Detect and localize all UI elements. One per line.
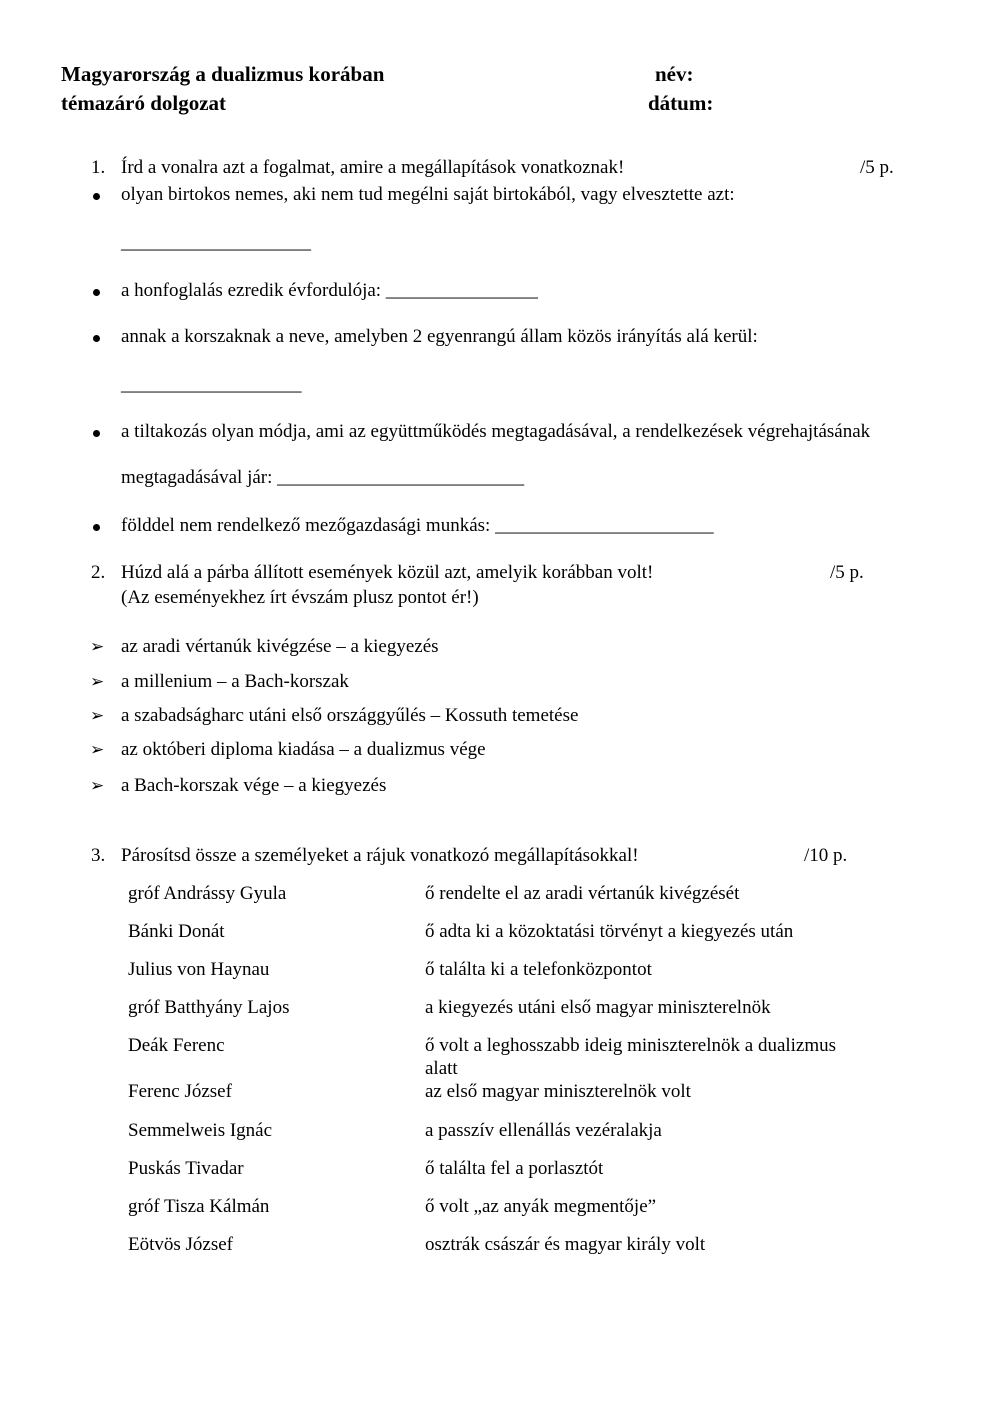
q2-prompt: Húzd alá a párba állított események közül azt, amelyik korábban volt! xyxy=(121,562,654,583)
person-item[interactable]: Julius von Haynau xyxy=(128,959,270,980)
q3-prompt: Párosítsd össze a személyeket a rájuk vonatkozó megállapításokkal! xyxy=(121,845,639,866)
q1-item-5-text: földdel nem rendelkező mezőgazdasági munkás: xyxy=(121,515,496,536)
statement-item[interactable]: ő rendelte el az aradi vértanúk kivégzését xyxy=(425,883,740,904)
q2-points: /5 p. xyxy=(830,562,864,583)
q1-answer-line-1[interactable]: ____________________ xyxy=(121,232,311,253)
page-title: Magyarország a dualizmus korában xyxy=(61,62,385,86)
q2-item-5[interactable]: a Bach-korszak vége – a kiegyezés xyxy=(121,775,387,796)
statement-item[interactable]: a kiegyezés utáni első magyar miniszterelnök xyxy=(425,997,771,1018)
name-label: név: xyxy=(655,62,694,86)
statement-item[interactable]: a passzív ellenállás vezéralakja xyxy=(425,1120,662,1141)
q1-item-4-text-cont: megtagadásával jár: xyxy=(121,467,278,488)
person-item[interactable]: Bánki Donát xyxy=(128,921,225,942)
person-item[interactable]: Deák Ferenc xyxy=(128,1035,225,1056)
q1-item-5 xyxy=(121,515,714,537)
arrow-bullet-icon: ➢ xyxy=(90,776,105,795)
statement-item[interactable]: ő volt „az anyák megmentője” xyxy=(425,1196,657,1217)
q1-points: /5 p. xyxy=(860,157,894,178)
arrow-bullet-icon: ➢ xyxy=(90,637,105,656)
q2-item-2[interactable]: a millenium – a Bach-korszak xyxy=(121,671,349,692)
person-item[interactable]: gróf Andrássy Gyula xyxy=(128,883,287,904)
q1-item-1: olyan birtokos nemes, aki nem tud megélni saját birtokából, vagy elvesztette azt: xyxy=(121,184,735,205)
q3-number: 3. xyxy=(91,845,106,866)
q1-item-2-text: a honfoglalás ezredik évfordulója: xyxy=(121,280,386,301)
q1-item-4: a tiltakozás olyan módja, ami az együttműködés megtagadásával, a rendelkezések végrehajtásának xyxy=(121,421,871,442)
arrow-bullet-icon: ➢ xyxy=(90,672,105,691)
date-label: dátum: xyxy=(648,91,714,115)
bullet-icon xyxy=(93,335,100,342)
page-subtitle: témazáró dolgozat xyxy=(61,91,227,115)
statement-item[interactable]: osztrák császár és magyar király volt xyxy=(425,1234,706,1255)
q1-number: 1. xyxy=(91,157,106,178)
q1-answer-line-5[interactable]: _______________________ xyxy=(495,515,714,536)
arrow-bullet-icon: ➢ xyxy=(90,740,105,759)
q1-answer-line-3[interactable]: ___________________ xyxy=(121,374,302,395)
q1-item-3: annak a korszaknak a neve, amelyben 2 egyenrangú állam közös irányítás alá kerül: xyxy=(121,326,758,347)
statement-item[interactable]: az első magyar miniszterelnök volt xyxy=(425,1081,691,1102)
q2-item-1[interactable]: az aradi vértanúk kivégzése – a kiegyezés xyxy=(121,636,439,657)
q1-item-4-cont xyxy=(121,467,524,489)
arrow-bullet-icon: ➢ xyxy=(90,706,105,725)
bullet-icon xyxy=(93,193,100,200)
bullet-icon xyxy=(93,289,100,296)
bullet-icon xyxy=(93,524,100,531)
person-item[interactable]: gróf Batthyány Lajos xyxy=(128,997,290,1018)
bullet-icon xyxy=(93,430,100,437)
statement-item[interactable]: ő találta fel a porlasztót xyxy=(425,1158,604,1179)
q1-answer-line-4[interactable]: __________________________ xyxy=(277,467,525,488)
q1-item-2 xyxy=(121,280,538,302)
statement-item[interactable]: ő találta ki a telefonközpontot xyxy=(425,959,652,980)
q1-prompt: Írd a vonalra azt a fogalmat, amire a megállapítások vonatkoznak! xyxy=(121,157,625,178)
q2-note: (Az eseményekhez írt évszám plusz pontot ér!) xyxy=(121,587,479,608)
statement-item-wrap: alatt xyxy=(425,1058,458,1079)
q1-answer-line-2[interactable]: ________________ xyxy=(385,280,538,301)
person-item[interactable]: Eötvös József xyxy=(128,1234,234,1255)
person-item[interactable]: Puskás Tivadar xyxy=(128,1158,244,1179)
statement-item[interactable]: ő adta ki a közoktatási törvényt a kiegyezés után xyxy=(425,921,794,942)
person-item[interactable]: Semmelweis Ignác xyxy=(128,1120,273,1141)
q2-item-4[interactable]: az októberi diploma kiadása – a dualizmus vége xyxy=(121,739,486,760)
q2-item-3[interactable]: a szabadságharc utáni első országgyűlés – Kossuth temetése xyxy=(121,705,579,726)
statement-item[interactable]: ő volt a leghosszabb ideig miniszterelnök a dualizmus xyxy=(425,1035,837,1056)
person-item[interactable]: gróf Tisza Kálmán xyxy=(128,1196,270,1217)
q3-points: /10 p. xyxy=(804,845,848,866)
person-item[interactable]: Ferenc József xyxy=(128,1081,232,1102)
q2-number: 2. xyxy=(91,562,106,583)
